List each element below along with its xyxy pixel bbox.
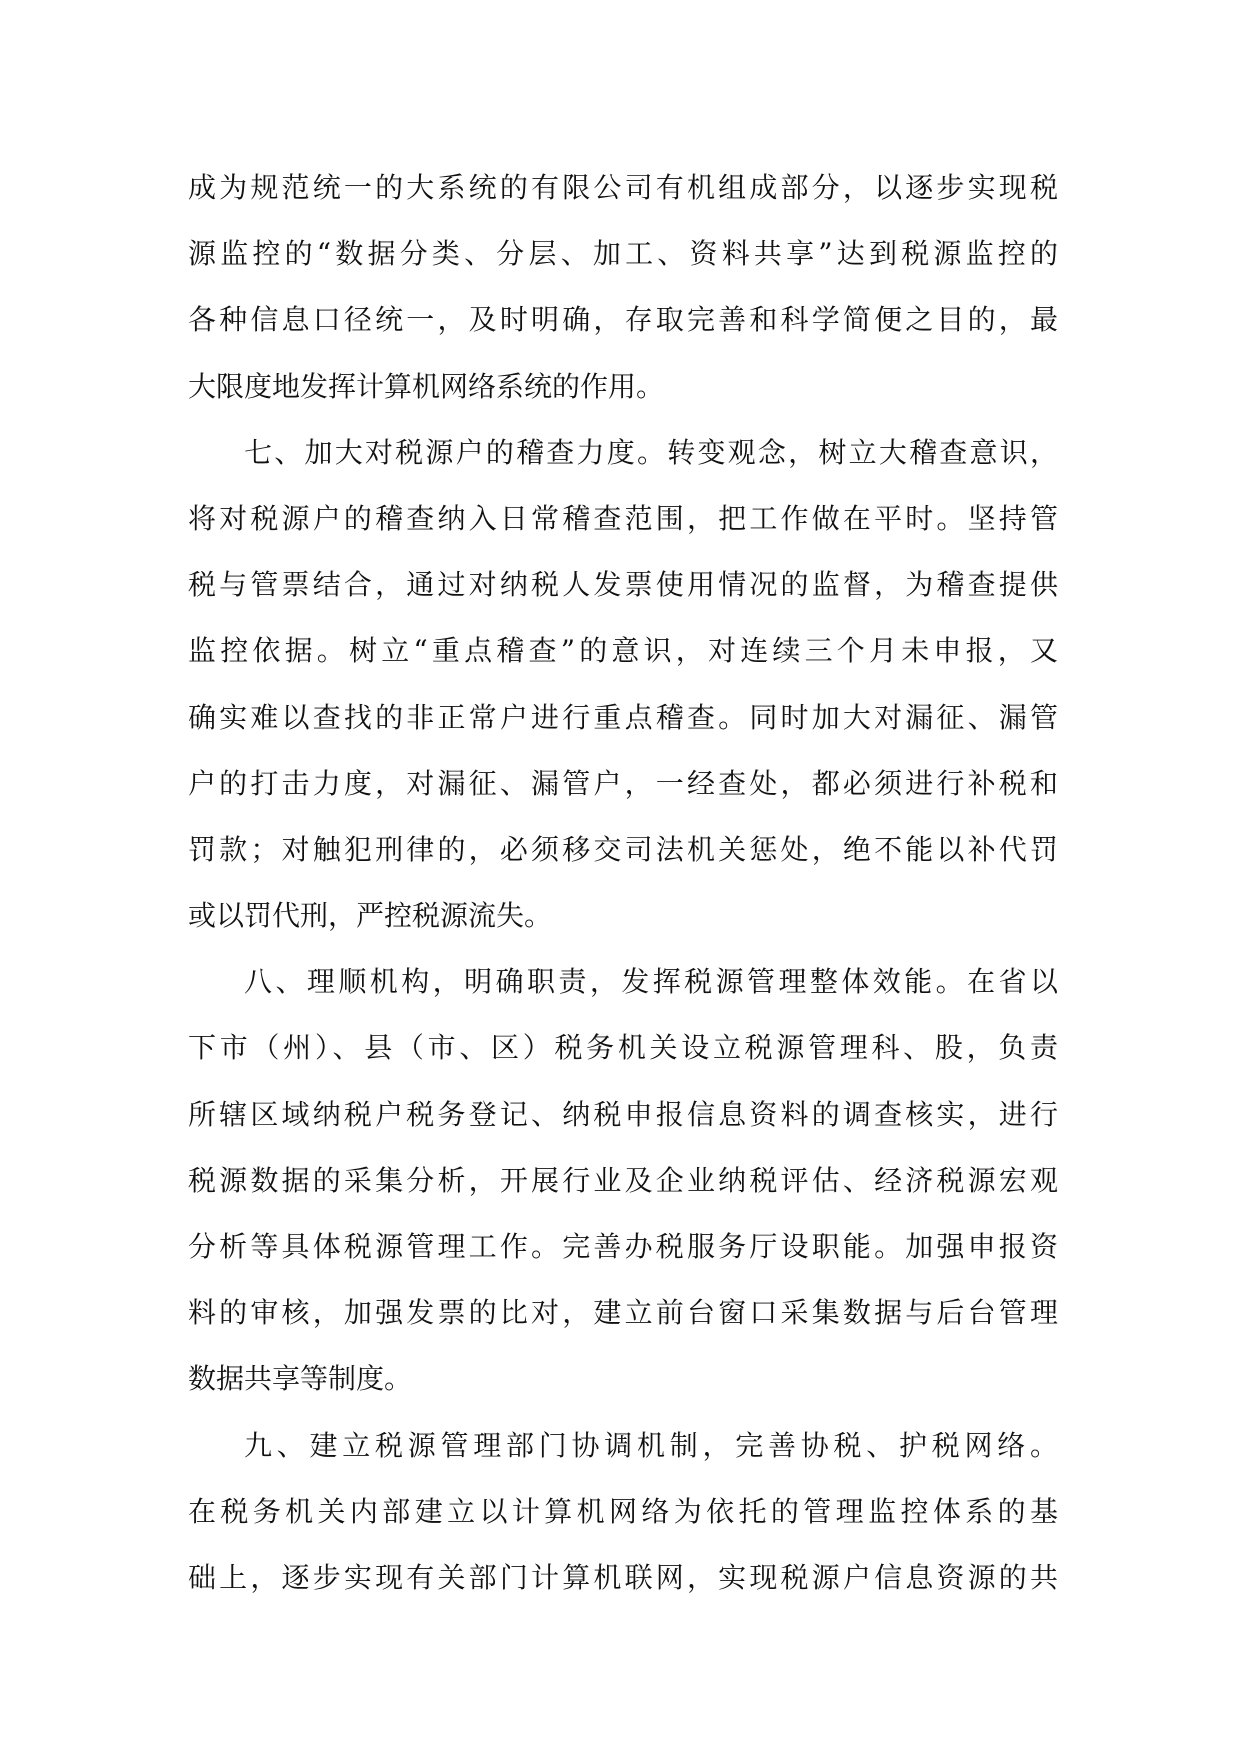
text-line: 各种信息口径统一，及时明确，存取完善和科学简便之目的，最: [188, 303, 1058, 337]
text-line: 大限度地发挥计算机网络系统的作用。: [188, 369, 665, 403]
text-line: 下市（州）、县（市、区）税务机关设立税源管理科、股，负责: [188, 1031, 1058, 1065]
text-line: 户的打击力度，对漏征、漏管户，一经查处，都必须进行补税和: [188, 766, 1058, 800]
text-line: 税源数据的采集分析，开展行业及企业纳税评估、经济税源宏观: [188, 1163, 1058, 1197]
text-line: 所辖区域纳税户税务登记、纳税申报信息资料的调查核实，进行: [188, 1097, 1058, 1131]
text-line: 成为规范统一的大系统的有限公司有机组成部分，以逐步实现税: [188, 171, 1058, 204]
text-line: 分析等具体税源管理工作。完善办税服务厅设职能。加强申报资: [188, 1230, 1058, 1263]
text-line: 在税务机关内部建立以计算机网络为依托的管理监控体系的基: [188, 1494, 1058, 1528]
paragraph-start-line: 七、加大对税源户的稽查力度。转变观念，树立大稽查意识，: [244, 435, 1058, 469]
text-line: 罚款；对触犯刑律的，必须移交司法机关惩处，绝不能以补代罚: [188, 832, 1058, 866]
text-line: 础上，逐步实现有关部门计算机联网，实现税源户信息资源的共: [188, 1560, 1058, 1594]
text-line: 料的审核，加强发票的比对，建立前台窗口采集数据与后台管理: [188, 1296, 1058, 1330]
text-line: 数据共享等制度。: [188, 1362, 413, 1396]
text-line: 确实难以查找的非正常户进行重点稽查。同时加大对漏征、漏管: [188, 700, 1058, 734]
paragraph-start-line: 八、理顺机构，明确职责，发挥税源管理整体效能。在省以: [244, 965, 1058, 999]
body-text: [188, 155, 1058, 1611]
text-line: 或以罚代刑，严控税源流失。: [188, 899, 553, 933]
text-line: 源监控的“数据分类、分层、加工、资料共享”达到税源监控的: [188, 237, 1058, 271]
paragraph-start-line: 九、建立税源管理部门协调机制，完善协税、护税网络。: [244, 1428, 1058, 1462]
text-line: 将对税源户的稽查纳入日常稽查范围，把工作做在平时。坚持管: [188, 501, 1058, 535]
text-line: 税与管票结合，通过对纳税人发票使用情况的监督，为稽查提供: [188, 568, 1058, 602]
text-line: 监控依据。树立“重点稽查”的意识，对连续三个月未申报，又: [188, 634, 1058, 668]
